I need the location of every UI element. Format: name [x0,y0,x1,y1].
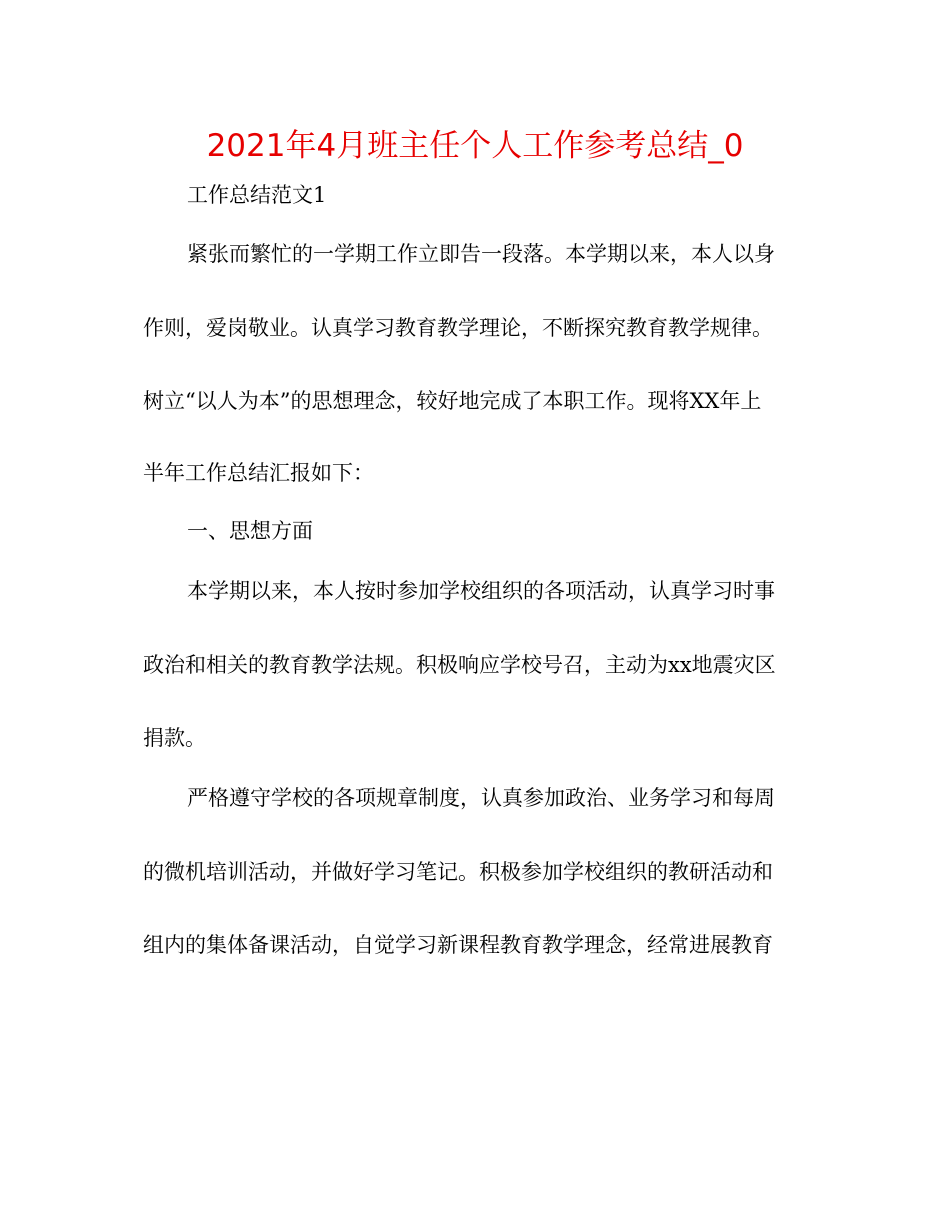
paragraph-line: 组内的集体备课活动，自觉学习新课程教育教学理念，经常进展教育 [143,933,773,957]
paragraph-line: 政治和相关的教育教学法规。积极响应学校号召，主动为xx地震灾区 [143,653,776,677]
paragraph-line: 严格遵守学校的各项规章制度，认真参加政治、业务学习和每周 [187,786,775,810]
paragraph-line: 的微机培训活动，并做好学习笔记。积极参加学校组织的教研活动和 [143,860,773,884]
paragraph-line: 树立“以人为本”的思想理念，较好地完成了本职工作。现将XX年上 [143,389,762,413]
section-heading: 一、思想方面 [187,519,313,543]
section-label: 工作总结范文1 [187,183,327,207]
paragraph-line: 紧张而繁忙的一学期工作立即告一段落。本学期以来，本人以身 [187,242,775,266]
document-title: 2021年4月班主任个人工作参考总结_0 [206,128,744,164]
paragraph-line: 本学期以来，本人按时参加学校组织的各项活动，认真学习时事 [187,579,775,603]
paragraph-line: 捐款。 [143,726,206,750]
paragraph-line: 半年工作总结汇报如下： [143,461,374,485]
paragraph-line: 作则，爱岗敬业。认真学习教育教学理论，不断探究教育教学规律。 [143,316,773,340]
